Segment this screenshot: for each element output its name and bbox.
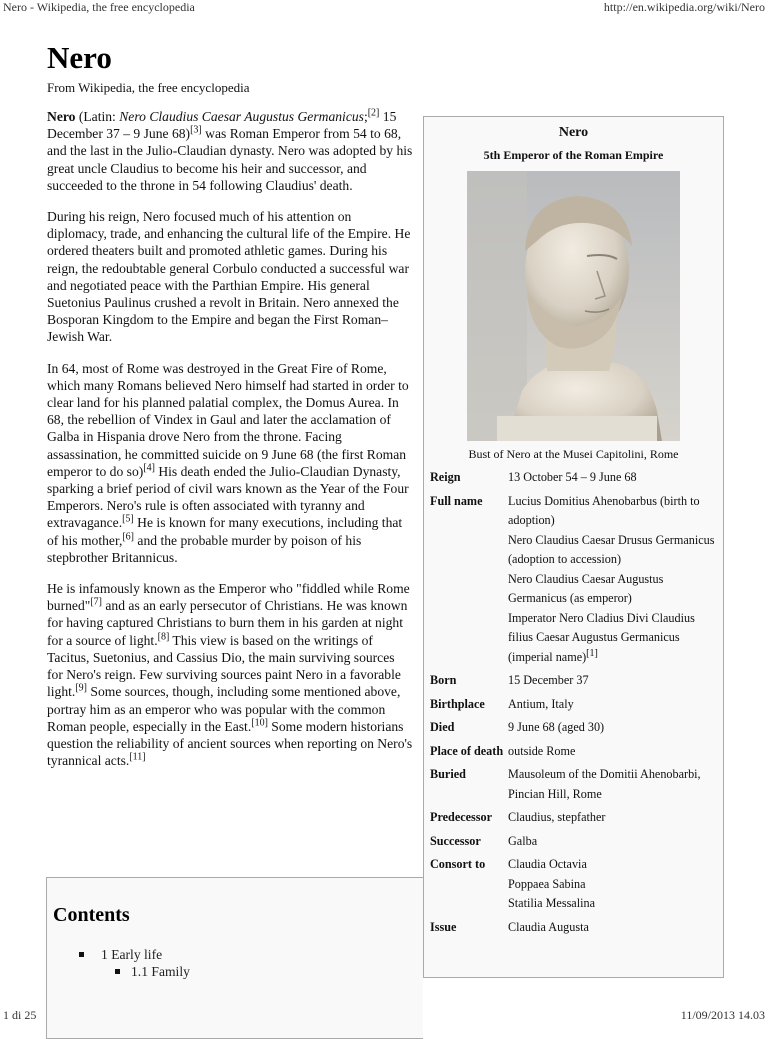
infobox-label: Died bbox=[430, 720, 455, 734]
infobox-row bbox=[424, 832, 723, 852]
ref-link[interactable]: [10] bbox=[251, 717, 268, 729]
infobox-row bbox=[424, 808, 723, 828]
contents-title: Contents bbox=[53, 904, 130, 926]
toc-list bbox=[79, 946, 190, 980]
infobox-row bbox=[424, 695, 723, 715]
paragraph-2: During his reign, Nero focused much of his attention on diplomacy, trade, and enhancing the cultural life of the Empire. He ordered theaters built and promoted athletic games. During his reign, the redoubtable general Corbulo conducted a successful war and negotiated peace with the Parthian Empire. His general Suetonius Paulinus crushed a revolt in Britain. Nero annexed the Bosporan Kingdom to the Empire and began the First Roman–Jewish War. bbox=[47, 209, 411, 345]
infobox-label: Issue bbox=[430, 919, 457, 934]
bust-image[interactable] bbox=[467, 171, 680, 441]
infobox-value[interactable]: Claudia Augusta bbox=[508, 919, 589, 934]
infobox-value[interactable]: Claudius, stepfather bbox=[508, 810, 606, 824]
ref-link[interactable]: [7] bbox=[90, 596, 102, 608]
print-header-title: Nero - Wikipedia, the free encyclopedia bbox=[3, 0, 195, 14]
ref-link[interactable]: [3] bbox=[190, 124, 202, 136]
toc-item-label: 1.1 Family bbox=[131, 964, 190, 979]
infobox-value[interactable]: outside Rome bbox=[508, 743, 576, 758]
infobox-row bbox=[424, 718, 723, 738]
paragraph-1: Nero (Latin: Nero Claudius Caesar Augustus Germanicus;[2] 15 December 37 – 9 June 68)[3] was Roman Emperor from 54 to 68, and the last in the Julio-Claudian dynasty. Nero was adopted by his great uncle Claudius to become his heir and successor, and succeeded to the throne in 54 following Claudius' death. bbox=[47, 107, 413, 193]
infobox-subtitle: 5th Emperor of the Roman Empire bbox=[483, 148, 664, 162]
page-subtitle: From Wikipedia, the free encyclopedia bbox=[47, 80, 250, 95]
print-header-url[interactable]: http://en.wikipedia.org/wiki/Nero bbox=[603, 0, 765, 14]
infobox-row bbox=[424, 671, 723, 691]
bullet-icon bbox=[115, 969, 120, 974]
infobox-label: Place of death bbox=[430, 743, 504, 758]
infobox-row bbox=[424, 918, 723, 938]
infobox-label: Full name bbox=[430, 493, 483, 508]
print-header bbox=[3, 0, 765, 14]
ref-link[interactable]: [1] bbox=[586, 647, 598, 659]
infobox-value[interactable]: Lucius Domitius Ahenobarbus (birth to adoption) Nero Claudius Caesar Drusus Germanicus (adoption to accession) Nero Claudius Caesar Augustus Germanicus (as emperor) Imperator Nero Cladius Divi Claudius filius Caesar Augustus Germanicus (imperial name)[1] bbox=[508, 493, 715, 664]
infobox-value[interactable]: Mausoleum of the Domitii Ahenobarbi, Pincian Hill, Rome bbox=[508, 767, 701, 801]
infobox-value[interactable]: Galba bbox=[508, 833, 538, 848]
bust-illustration bbox=[467, 171, 680, 441]
infobox-label: Birthplace bbox=[430, 696, 485, 711]
toc-item[interactable] bbox=[79, 946, 190, 963]
ref-link[interactable]: [6] bbox=[122, 531, 135, 543]
infobox-row bbox=[424, 855, 723, 914]
infobox-title: Nero bbox=[558, 125, 589, 140]
infobox-label: Consort to bbox=[430, 857, 486, 871]
ref-link[interactable]: [11] bbox=[129, 751, 146, 763]
ref-link[interactable]: [8] bbox=[157, 631, 170, 643]
print-footer bbox=[3, 1008, 765, 1022]
paragraph-4: He is infamously known as the Emperor who "fiddled while Rome burned"[7] and as an early persecutor of Christians. He was known for having captured Christians to burn them in his garden at night for a source of light.[8] This view is based on the writings of Tacitus, Suetonius, and Cassius Dio, the main surviving sources for Nero's reign. Few surviving sources paint Nero in a favorable light.[9] Some sources, though, including some mentioned above, portray him as an emperor who was popular with the common Roman people, especially in the East.[10] Some modern historians question the reliability of ancient sources when reporting on Nero's tyrannical acts.[11] bbox=[47, 581, 413, 769]
infobox-row bbox=[424, 492, 723, 668]
infobox-value[interactable]: 13 October 54 – 9 June 68 bbox=[508, 470, 637, 484]
infobox-row bbox=[424, 468, 723, 488]
infobox-value[interactable]: Antium, Italy bbox=[508, 696, 574, 711]
infobox-label: Buried bbox=[430, 767, 466, 781]
print-date: 11/09/2013 14.03 bbox=[680, 1008, 765, 1022]
infobox-row bbox=[424, 742, 723, 762]
article-subject: Nero bbox=[47, 109, 76, 124]
infobox-value[interactable]: Claudia Octavia Poppaea Sabina Statilia Messalina bbox=[508, 857, 595, 910]
ref-link[interactable]: [9] bbox=[75, 682, 87, 694]
image-caption: Bust of Nero at the Musei Capitolini, Rome bbox=[468, 447, 679, 461]
infobox-label: Reign bbox=[430, 470, 461, 484]
ref-link[interactable]: [2] bbox=[367, 107, 380, 119]
latin-name: Nero Claudius Caesar Augustus Germanicus bbox=[119, 109, 364, 124]
page-title: Nero bbox=[47, 40, 112, 75]
article-body bbox=[47, 108, 413, 783]
infobox bbox=[423, 116, 724, 978]
infobox-label: Born bbox=[430, 673, 457, 687]
infobox-value[interactable]: 9 June 68 (aged 30) bbox=[508, 720, 605, 734]
bullet-icon bbox=[79, 952, 84, 957]
page-count: 1 di 25 bbox=[3, 1008, 37, 1022]
infobox-label: Successor bbox=[430, 833, 481, 848]
toc-item-label: 1 Early life bbox=[101, 947, 163, 962]
toc-item[interactable] bbox=[79, 963, 190, 980]
infobox-rows bbox=[424, 468, 723, 937]
infobox-value[interactable]: 15 December 37 bbox=[508, 673, 589, 687]
infobox-label: Predecessor bbox=[430, 810, 493, 824]
ref-link[interactable]: [4] bbox=[143, 462, 155, 474]
ref-link[interactable]: [5] bbox=[122, 513, 134, 525]
paragraph-3: In 64, most of Rome was destroyed in the Great Fire of Rome, which many Romans believed Nero himself had started in order to clear land for his planned palatial complex, the Domus Aurea. In 68, the rebellion of Vindex in Gaul and later the acclamation of Galba in Hispania drove Nero from the throne. Facing assassination, he committed suicide on 9 June 68 (the first Roman emperor to do so)[4] His death ended the Julio-Claudian Dynasty, sparking a brief period of civil wars known as the Year of the Four Emperors. Nero's rule is often associated with tyranny and extravagance.[5] He is known for many executions, including that of his mother,[6] and the probable murder by poison of his stepbrother Britannicus. bbox=[47, 360, 409, 565]
infobox-row bbox=[424, 765, 723, 804]
